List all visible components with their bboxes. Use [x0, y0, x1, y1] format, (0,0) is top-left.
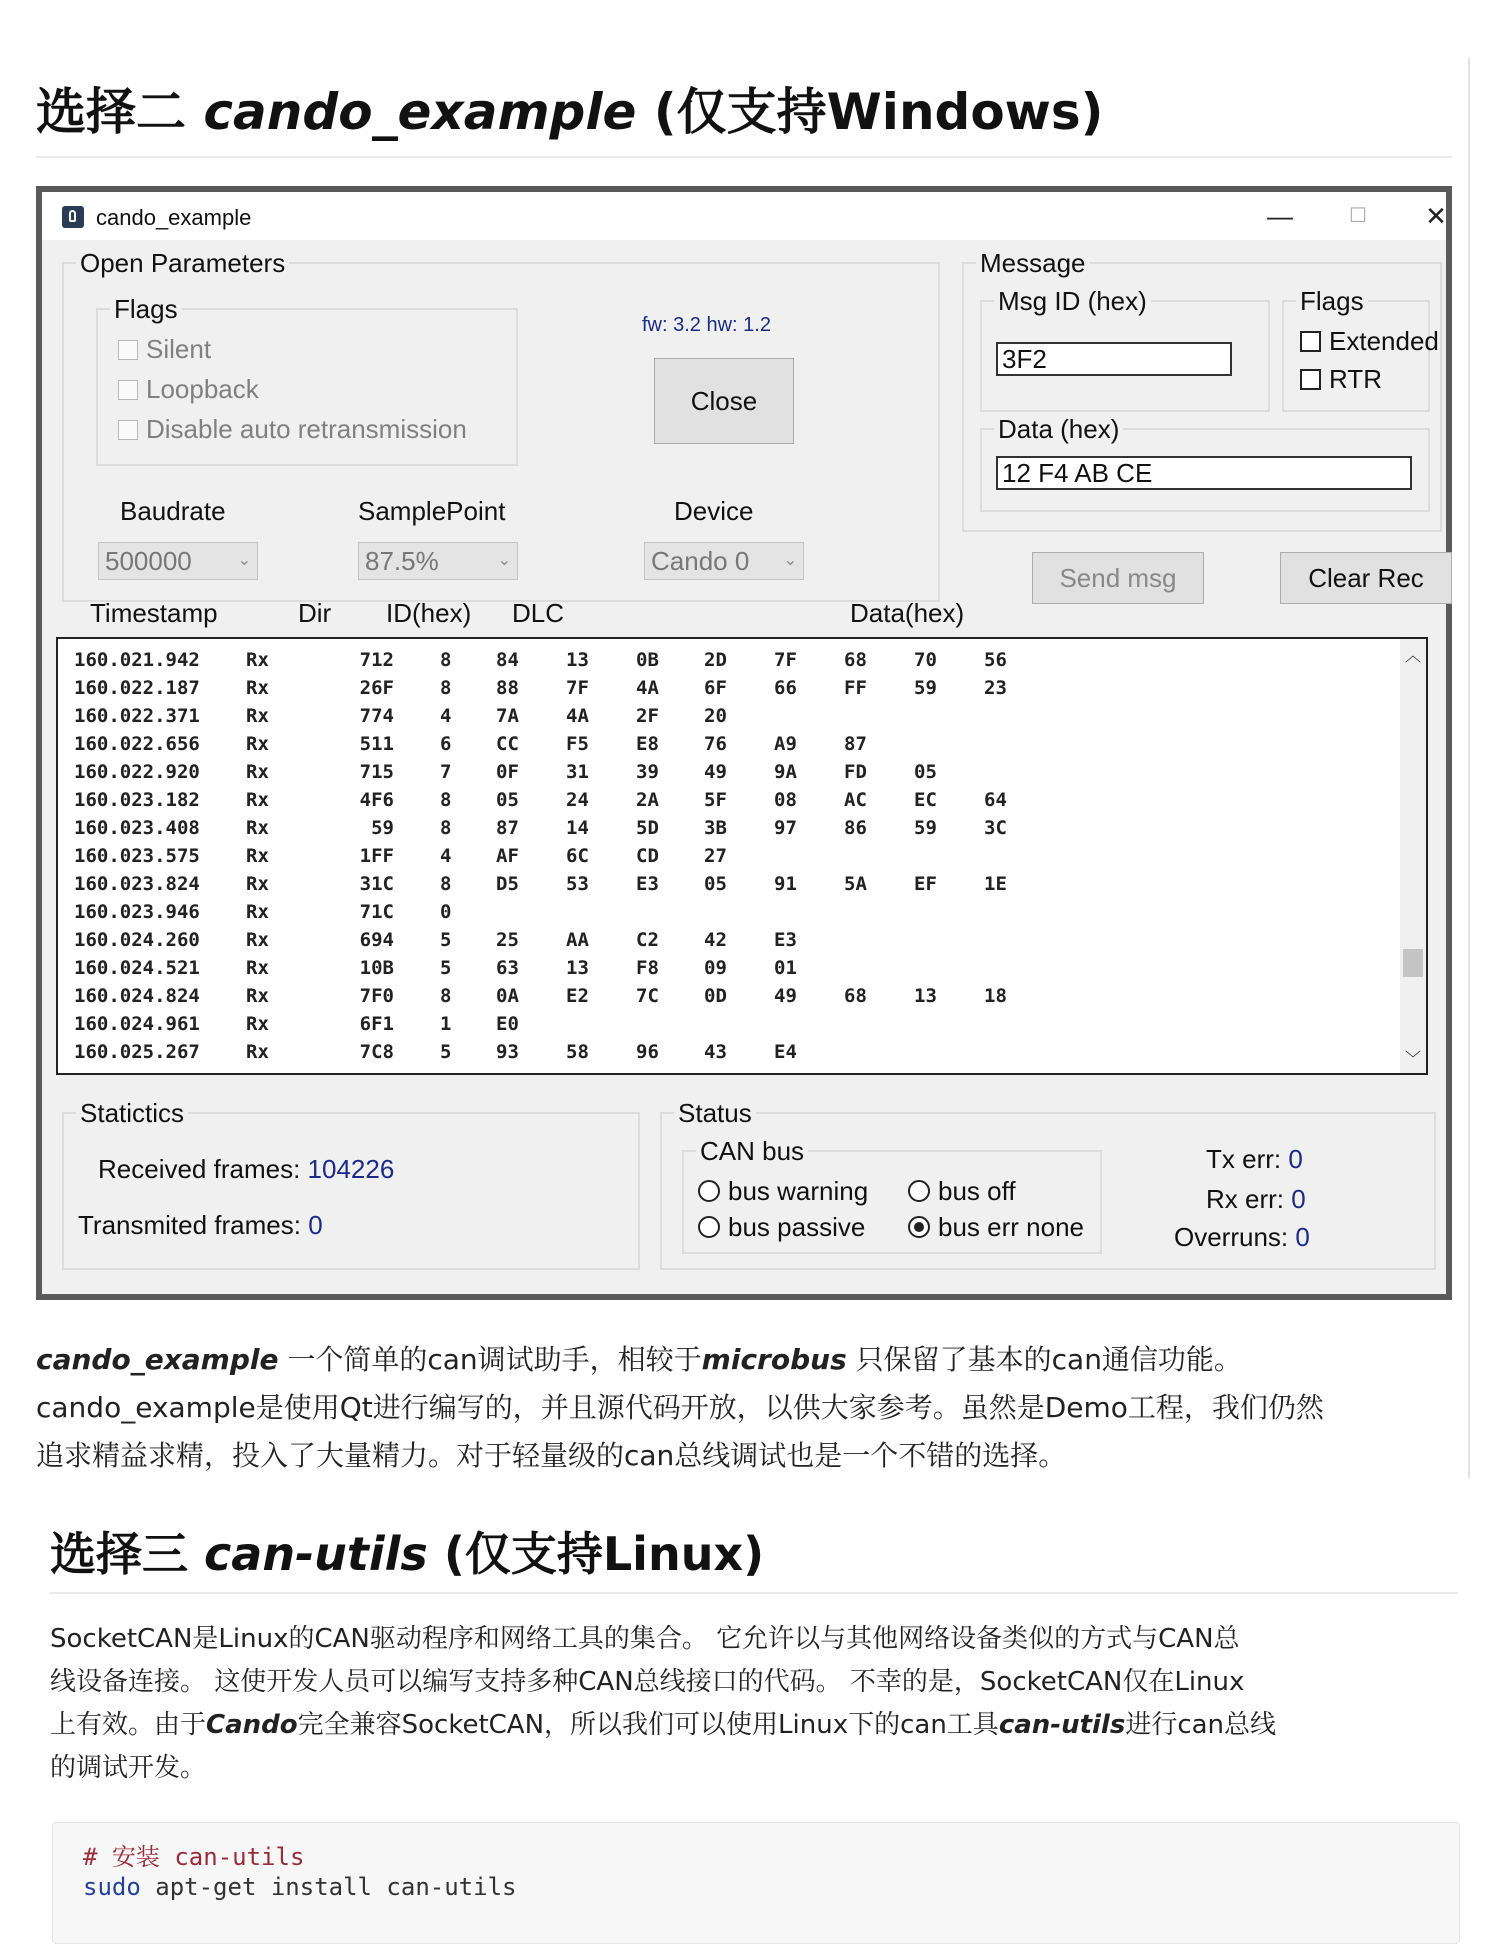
log-dlc: 6 — [440, 733, 452, 755]
log-data-byte: 7C — [636, 985, 659, 1007]
log-data-byte: 24 — [566, 789, 589, 811]
log-id: 59 — [371, 817, 394, 839]
log-dlc: 8 — [440, 873, 452, 895]
log-row[interactable] — [58, 901, 1378, 929]
log-id: 4F6 — [359, 789, 394, 811]
heading-tool-name: can-utils — [204, 1527, 428, 1581]
log-dlc: 0 — [440, 901, 452, 923]
log-data-byte: 88 — [496, 677, 519, 699]
chevron-down-icon: ⌄ — [783, 552, 797, 569]
radio-dot — [908, 1180, 930, 1202]
log-data-byte: E4 — [774, 1041, 797, 1063]
log-timestamp: 160.022.656 — [74, 733, 200, 755]
bus-passive-label: bus passive — [728, 1212, 866, 1242]
log-data-byte: 4A — [636, 677, 659, 699]
log-data-byte: 05 — [496, 789, 519, 811]
para1-text-1: 一个简单的can调试助手，相较于 — [278, 1343, 702, 1376]
checkbox-box — [1300, 369, 1321, 390]
open-parameters-group — [62, 248, 940, 602]
flags-title: Flags — [110, 294, 182, 324]
log-data-byte: 31 — [566, 761, 589, 783]
code-command: apt-get install can-utils — [140, 1873, 517, 1901]
log-data-byte: 76 — [704, 733, 727, 755]
log-dir: Rx — [246, 817, 269, 839]
flags-group — [96, 294, 518, 466]
log-dir: Rx — [246, 873, 269, 895]
log-row[interactable] — [58, 677, 1378, 705]
received-label: Received frames: — [98, 1154, 301, 1184]
heading-app-name: cando_example — [203, 83, 637, 141]
transmitted-value: 0 — [308, 1210, 323, 1240]
cando-emphasis: Cando — [206, 1710, 298, 1740]
log-data-byte: 0D — [704, 985, 727, 1007]
log-data-byte: 13 — [566, 649, 589, 671]
transmitted-label: Transmited frames: — [78, 1210, 301, 1240]
log-data-byte: 87 — [844, 733, 867, 755]
log-dir: Rx — [246, 985, 269, 1007]
log-data-byte: 25 — [496, 929, 519, 951]
samplepoint-value: 87.5% — [365, 546, 439, 576]
app-name-emphasis: cando_example — [36, 1343, 279, 1376]
baudrate-value: 500000 — [105, 546, 192, 576]
log-data-byte: 01 — [774, 957, 797, 979]
log-dir: Rx — [246, 705, 269, 727]
log-timestamp: 160.023.408 — [74, 817, 200, 839]
log-data-byte: 13 — [914, 985, 937, 1007]
checkbox-box — [118, 340, 138, 360]
log-data-byte: 96 — [636, 1041, 659, 1063]
statistics-title: Staticti​cs — [76, 1098, 188, 1128]
log-data-byte: 3C — [984, 817, 1007, 839]
rx-err-label: Rx err: — [1206, 1184, 1284, 1214]
code-keyword: sudo — [83, 1873, 141, 1901]
overruns-label: Overruns: — [1174, 1222, 1289, 1252]
radio-dot — [698, 1216, 720, 1238]
log-id: 694 — [359, 929, 394, 951]
log-data-byte: 97 — [774, 817, 797, 839]
device-value: Cando 0 — [651, 546, 750, 576]
clear-rec-button[interactable]: Clear Rec — [1280, 552, 1452, 604]
para1-text-2: 只保留了基本的can通信功能。 — [846, 1343, 1242, 1376]
col-timestamp: Timestamp — [90, 598, 218, 628]
log-dir: Rx — [246, 733, 269, 755]
section-2-heading — [36, 72, 1103, 144]
log-data-byte: D5 — [496, 873, 519, 895]
log-id: 774 — [359, 705, 394, 727]
code-line — [83, 1873, 516, 1901]
log-data-byte: 86 — [844, 817, 867, 839]
overruns-value: 0 — [1295, 1222, 1310, 1252]
app-window — [36, 186, 1452, 1300]
log-timestamp: 160.025.267 — [74, 1041, 200, 1063]
log-data-byte: 64 — [984, 789, 1007, 811]
window-title: cando_example — [96, 205, 252, 230]
log-data-byte: 66 — [774, 677, 797, 699]
log-data-byte: 42 — [704, 929, 727, 951]
msgid-label: Msg ID (hex) — [994, 286, 1151, 316]
log-row[interactable] — [58, 929, 1378, 957]
message-group — [962, 248, 1442, 532]
msgid-group — [980, 286, 1270, 412]
log-data-byte: 09 — [704, 957, 727, 979]
microbus-emphasis: microbus — [701, 1343, 847, 1376]
heading-suffix: (仅支持Windows) — [636, 83, 1104, 141]
log-data-byte: FD — [844, 761, 867, 783]
log-data-byte: AA — [566, 929, 589, 951]
log-data-byte: 05 — [914, 761, 937, 783]
log-row[interactable] — [58, 985, 1378, 1013]
log-data-byte: 7A — [496, 705, 519, 727]
log-data-byte: 14 — [566, 817, 589, 839]
log-data-byte: 7F — [774, 649, 797, 671]
status-title: Status — [674, 1098, 756, 1128]
para1-line-2: cando_example是使用Qt进行编写的，并且源代码开放，以供大家参考。虽然是Demo工程，我们仍然 — [36, 1391, 1324, 1424]
msgid-input[interactable]: 3F2 — [996, 342, 1232, 376]
log-data-byte: F5 — [566, 733, 589, 755]
disable-auto-retransmission-checkbox[interactable] — [118, 414, 467, 445]
log-data-byte: A9 — [774, 733, 797, 755]
log-data-byte: EF — [914, 873, 937, 895]
log-row[interactable] — [58, 733, 1378, 761]
log-data-byte: 6C — [566, 845, 589, 867]
log-scrollbar[interactable] — [1400, 639, 1426, 1073]
bus-err-none-label: bus err none — [938, 1212, 1084, 1242]
device-label: Device — [674, 496, 754, 526]
log-dir: Rx — [246, 1013, 269, 1035]
log-data-byte: 59 — [914, 817, 937, 839]
samplepoint-select[interactable] — [358, 542, 518, 580]
maximize-button[interactable]: ☐ — [1349, 205, 1367, 227]
log-data-byte: 68 — [844, 985, 867, 1007]
log-data-byte: AF — [496, 845, 519, 867]
log-timestamp: 160.022.371 — [74, 705, 200, 727]
log-timestamp: 160.023.946 — [74, 901, 200, 923]
log-dlc: 1 — [440, 1013, 452, 1035]
log-row[interactable] — [58, 817, 1378, 845]
log-data-byte: 4A — [566, 705, 589, 727]
statistics-group — [62, 1098, 640, 1270]
scrollbar-thumb[interactable] — [1403, 949, 1423, 977]
log-data-byte: CC — [496, 733, 519, 755]
bus-warning-radio[interactable] — [698, 1176, 868, 1207]
tx-err-label: Tx err: — [1206, 1144, 1282, 1174]
log-data-byte: 0A — [496, 985, 519, 1007]
device-select[interactable] — [644, 542, 804, 580]
log-dir: Rx — [246, 901, 269, 923]
log-row[interactable] — [58, 761, 1378, 789]
log-data-byte: 59 — [914, 677, 937, 699]
silent-checkbox[interactable] — [118, 334, 211, 365]
log-data-byte: 5F — [704, 789, 727, 811]
log-dlc: 5 — [440, 1041, 452, 1063]
log-data-byte: 2A — [636, 789, 659, 811]
log-data-byte: 13 — [566, 957, 589, 979]
log-timestamp: 160.024.961 — [74, 1013, 200, 1035]
log-id: 31C — [359, 873, 394, 895]
log-dir: Rx — [246, 761, 269, 783]
log-data-byte: 39 — [636, 761, 659, 783]
log-dlc: 8 — [440, 789, 452, 811]
close-device-button[interactable]: Close — [654, 358, 794, 444]
log-data-byte: 05 — [704, 873, 727, 895]
socketcan-description — [50, 1618, 1470, 1790]
log-row[interactable] — [58, 789, 1378, 817]
log-data-byte: E2 — [566, 985, 589, 1007]
para2-text: 完全兼容SocketCAN，所以我们可以使用Linux下的can工具 — [297, 1710, 999, 1740]
log-dir: Rx — [246, 957, 269, 979]
log-dlc: 8 — [440, 677, 452, 699]
rx-err-value: 0 — [1291, 1184, 1306, 1214]
log-data-byte: 27 — [704, 845, 727, 867]
log-data-byte: 1E — [984, 873, 1007, 895]
log-data-byte: 49 — [704, 761, 727, 783]
extended-label: Extended — [1329, 326, 1439, 356]
data-input[interactable]: 12 F4 AB CE — [996, 456, 1412, 490]
log-dlc: 5 — [440, 929, 452, 951]
log-data-byte: 7F — [566, 677, 589, 699]
can-utils-emphasis: can-utils — [998, 1710, 1126, 1740]
samplepoint-label: SamplePoint — [358, 496, 506, 526]
heading-prefix: 选择二 — [36, 83, 204, 141]
log-row[interactable] — [58, 845, 1378, 873]
log-data-byte: AC — [844, 789, 867, 811]
log-data-byte: F8 — [636, 957, 659, 979]
log-dlc: 5 — [440, 957, 452, 979]
log-id: 10B — [359, 957, 394, 979]
log-data-byte: 91 — [774, 873, 797, 895]
log-data-byte: 87 — [496, 817, 519, 839]
log-data-byte: 5D — [636, 817, 659, 839]
chevron-down-icon: ⌄ — [237, 552, 251, 569]
log-id: 715 — [359, 761, 394, 783]
log-timestamp: 160.023.182 — [74, 789, 200, 811]
log-id: 511 — [359, 733, 394, 755]
loopback-label: Loopback — [146, 374, 259, 404]
tx-err-value: 0 — [1288, 1144, 1303, 1174]
log-dir: Rx — [246, 649, 269, 671]
log-dlc: 8 — [440, 649, 452, 671]
log-dlc: 4 — [440, 845, 452, 867]
open-parameters-title: Open Parameters — [76, 248, 289, 278]
tx-err — [1206, 1144, 1303, 1175]
log-data-byte: E3 — [636, 873, 659, 895]
extended-checkbox[interactable] — [1300, 326, 1439, 357]
silent-label: Silent — [146, 334, 212, 364]
checkbox-box — [1300, 331, 1321, 352]
log-data-byte: 0B — [636, 649, 659, 671]
log-data-byte: 2F — [636, 705, 659, 727]
para2-text: 进行can总线 — [1125, 1710, 1277, 1740]
log-data-byte: 43 — [704, 1041, 727, 1063]
log-data-byte: 20 — [704, 705, 727, 727]
data-label: Data (hex) — [994, 414, 1123, 444]
radio-dot — [698, 1180, 720, 1202]
chevron-down-icon[interactable]: ﹀ — [1404, 1051, 1421, 1068]
para2-line-4: 的调试开发。 — [50, 1753, 207, 1783]
log-id: 1FF — [359, 845, 394, 867]
canbus-title: CAN bus — [696, 1136, 808, 1166]
message-title: Message — [976, 248, 1090, 278]
log-timestamp: 160.022.187 — [74, 677, 200, 699]
log-timestamp: 160.021.942 — [74, 649, 200, 671]
transmitted-frames — [78, 1210, 323, 1241]
log-dlc: 7 — [440, 761, 452, 783]
chevron-down-icon: ⌄ — [497, 552, 511, 569]
log-id: 6F1 — [359, 1013, 394, 1035]
log-dir: Rx — [246, 1041, 269, 1063]
log-data-byte: 68 — [844, 649, 867, 671]
right-border-line — [1468, 58, 1470, 1478]
status-group — [660, 1098, 1436, 1270]
section-3-heading — [50, 1518, 764, 1584]
heading-suffix: (仅支持Linux) — [427, 1527, 765, 1581]
loopback-checkbox[interactable] — [118, 374, 259, 405]
overruns — [1174, 1222, 1310, 1253]
log-data-byte: 93 — [496, 1041, 519, 1063]
chevron-up-icon[interactable]: ︿ — [1404, 648, 1421, 665]
log-data-byte: 08 — [774, 789, 797, 811]
firmware-version: fw: 3.2 hw: 1.2 — [642, 314, 771, 336]
log-data-byte: E3 — [774, 929, 797, 951]
heading-divider — [50, 1592, 1458, 1594]
log-id: 7F0 — [359, 985, 394, 1007]
log-data-byte: 56 — [984, 649, 1007, 671]
log-data-byte: 18 — [984, 985, 1007, 1007]
log-data-byte: 63 — [496, 957, 519, 979]
send-msg-button[interactable]: Send msg — [1032, 552, 1204, 604]
log-row[interactable] — [58, 1013, 1378, 1041]
log-timestamp: 160.023.575 — [74, 845, 200, 867]
para2-text: 上有效。由于 — [50, 1710, 207, 1740]
log-data-byte: EC — [914, 789, 937, 811]
col-id: ID(hex) — [386, 598, 472, 628]
rx-err — [1206, 1184, 1306, 1215]
log-timestamp: 160.022.920 — [74, 761, 200, 783]
heading-prefix: 选择三 — [50, 1527, 205, 1581]
log-data-byte: CD — [636, 845, 659, 867]
checkbox-box — [118, 420, 138, 440]
log-row[interactable] — [58, 1041, 1378, 1069]
log-timestamp: 160.023.824 — [74, 873, 200, 895]
radio-dot-selected — [908, 1216, 930, 1238]
bus-err-none-radio[interactable] — [908, 1212, 1084, 1243]
bus-off-radio[interactable] — [908, 1176, 1016, 1207]
para1-line-3: 追求精益求精，投入了大量精力。对于轻量级的can总线调试也是一个不错的选择。 — [36, 1439, 1067, 1472]
log-data-byte: 6F — [704, 677, 727, 699]
log-data-byte: C2 — [636, 929, 659, 951]
log-data-byte: 58 — [566, 1041, 589, 1063]
baudrate-label: Baudrate — [120, 496, 226, 526]
log-data-byte: FF — [844, 677, 867, 699]
canbus-group — [682, 1136, 1102, 1254]
data-group — [980, 414, 1430, 512]
message-log[interactable] — [56, 637, 1428, 1075]
log-row[interactable] — [58, 705, 1378, 733]
rtr-checkbox[interactable] — [1300, 364, 1382, 395]
log-id: 712 — [359, 649, 394, 671]
log-data-byte: 5A — [844, 873, 867, 895]
received-frames — [98, 1154, 394, 1185]
log-row[interactable] — [58, 873, 1378, 901]
log-timestamp: 160.024.824 — [74, 985, 200, 1007]
log-dlc: 4 — [440, 705, 452, 727]
bus-off-label: bus off — [938, 1176, 1016, 1206]
baudrate-select[interactable] — [98, 542, 258, 580]
log-dir: Rx — [246, 789, 269, 811]
log-dir: Rx — [246, 929, 269, 951]
checkbox-box — [118, 380, 138, 400]
para2-line-1: SocketCAN是Linux的CAN驱动程序和网络工具的集合。 它允许以与其他网络设备类似的方式与CAN总 — [50, 1624, 1240, 1654]
cando-description — [36, 1336, 1466, 1480]
log-id: 7C8 — [359, 1041, 394, 1063]
disable-auto-label: Disable auto retransmission — [146, 414, 467, 444]
col-dir: Dir — [298, 598, 332, 628]
log-dir: Rx — [246, 677, 269, 699]
log-data-byte: 3B — [704, 817, 727, 839]
message-flags-group — [1282, 286, 1439, 412]
log-data-byte: 84 — [496, 649, 519, 671]
log-data-byte: 23 — [984, 677, 1007, 699]
bus-passive-radio[interactable] — [698, 1212, 865, 1243]
app-icon — [62, 206, 84, 228]
para2-line-2: 线设备连接。 这使开发人员可以编写支持多种CAN总线接口的代码。 不幸的是，SocketCAN仅在Linux — [50, 1667, 1245, 1697]
log-id: 26F — [359, 677, 394, 699]
log-data-byte: 9A — [774, 761, 797, 783]
log-dlc: 8 — [440, 817, 452, 839]
heading-divider — [36, 156, 1452, 158]
log-data-byte: 70 — [914, 649, 937, 671]
bus-warning-label: bus warning — [728, 1176, 869, 1206]
log-dlc: 8 — [440, 985, 452, 1007]
title-bar — [42, 192, 1446, 240]
log-data-byte: 53 — [566, 873, 589, 895]
minimize-button[interactable]: — — [1267, 201, 1293, 231]
received-value: 104226 — [307, 1154, 395, 1184]
log-row[interactable] — [58, 957, 1378, 985]
log-timestamp: 160.024.521 — [74, 957, 200, 979]
log-row[interactable] — [58, 649, 1378, 677]
log-data-byte: E8 — [636, 733, 659, 755]
log-id: 71C — [359, 901, 394, 923]
col-data: Data(hex) — [850, 598, 965, 628]
log-data-byte: E0 — [496, 1013, 519, 1035]
col-dlc: DLC — [512, 598, 565, 628]
close-window-button[interactable]: ✕ — [1425, 201, 1447, 231]
rtr-label: RTR — [1329, 364, 1382, 394]
log-data-byte: 0F — [496, 761, 519, 783]
code-block — [52, 1822, 1460, 1944]
log-data-byte: 49 — [774, 985, 797, 1007]
log-dir: Rx — [246, 845, 269, 867]
code-comment: # 安装 can-utils — [83, 1843, 305, 1871]
log-timestamp: 160.024.260 — [74, 929, 200, 951]
message-flags-title: Flags — [1296, 286, 1368, 316]
log-data-byte: 2D — [704, 649, 727, 671]
